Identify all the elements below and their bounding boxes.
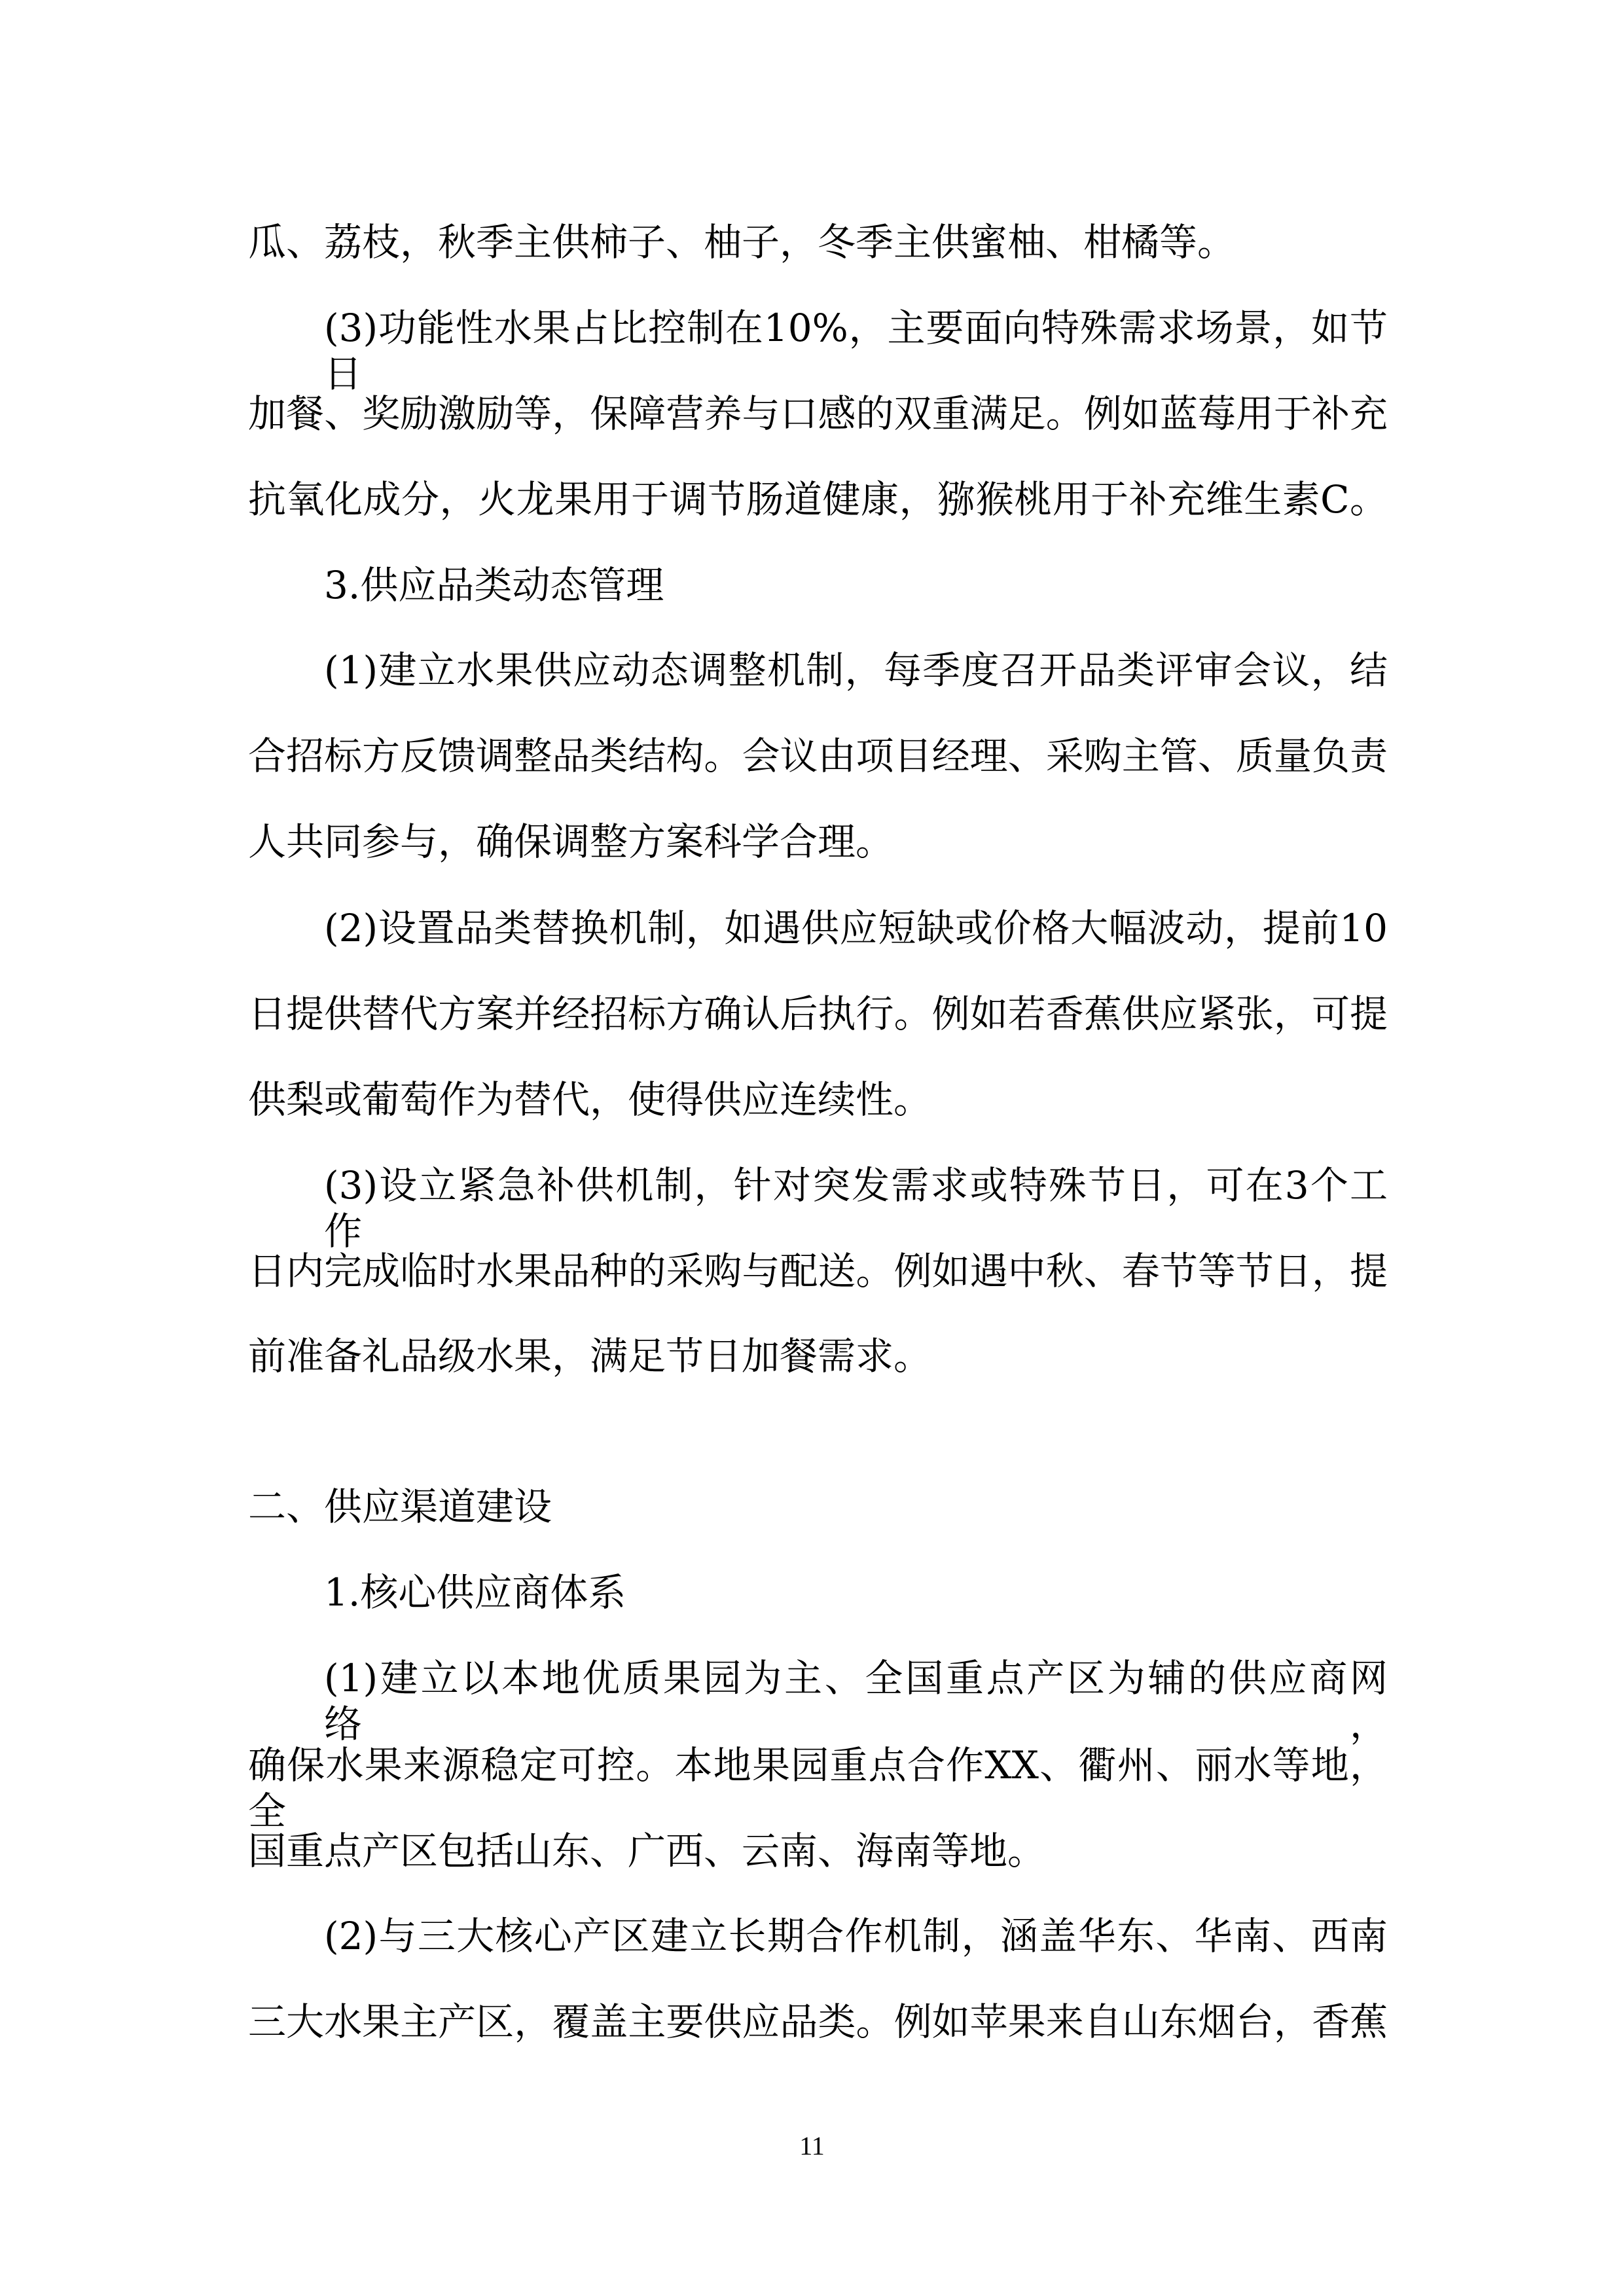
paragraph-line: 供梨或葡萄作为替代，使得供应连续性。 (248, 1077, 932, 1122)
paragraph-line: 确保水果来源稳定可控。本地果园重点合作XX、衢州、丽水等地，全 (248, 1743, 1388, 1833)
paragraph-line: (3)功能性水果占比控制在10%，主要面向特殊需求场景，如节日 (324, 306, 1388, 396)
subsection-heading: 3.供应品类动态管理 (324, 563, 664, 607)
paragraph-line: 抗氧化成分，火龙果用于调节肠道健康，猕猴桃用于补充维生素C。 (248, 477, 1388, 522)
paragraph-line: (3)设立紧急补供机制，针对突发需求或特殊节日，可在3个工作 (324, 1163, 1388, 1253)
paragraph-line: 人共同参与，确保调整方案科学合理。 (248, 819, 894, 864)
section-heading: 二、供应渠道建设 (248, 1484, 552, 1529)
paragraph-line: 加餐、奖励激励等，保障营养与口感的双重满足。例如蓝莓用于补充 (248, 391, 1388, 436)
subsection-heading: 1.核心供应商体系 (324, 1570, 626, 1615)
paragraph-line: 前准备礼品级水果，满足节日加餐需求。 (248, 1334, 932, 1378)
paragraph-line: 日内完成临时水果品种的采购与配送。例如遇中秋、春节等节日，提 (248, 1249, 1388, 1293)
paragraph-line: (1)建立水果供应动态调整机制，每季度召开品类评审会议，结 (324, 648, 1388, 692)
paragraph-line: 瓜、荔枝，秋季主供柿子、柚子，冬季主供蜜柚、柑橘等。 (248, 220, 1236, 264)
paragraph-line: 三大水果主产区，覆盖主要供应品类。例如苹果来自山东烟台，香蕉 (248, 2000, 1388, 2044)
page-number: 11 (799, 2131, 825, 2161)
paragraph-line: 日提供替代方案并经招标方确认后执行。例如若香蕉供应紧张，可提 (248, 992, 1388, 1036)
paragraph-line: 国重点产区包括山东、广西、云南、海南等地。 (248, 1829, 1046, 1873)
paragraph-line: (2)与三大核心产区建立长期合作机制，涵盖华东、华南、西南 (324, 1914, 1388, 1958)
paragraph-line: 合招标方反馈调整品类结构。会议由项目经理、采购主管、质量负责 (248, 734, 1388, 778)
paragraph-line: (1)建立以本地优质果园为主、全国重点产区为辅的供应商网络， (324, 1656, 1388, 1746)
paragraph-line: (2)设置品类替换机制，如遇供应短缺或价格大幅波动，提前10 (324, 906, 1388, 950)
